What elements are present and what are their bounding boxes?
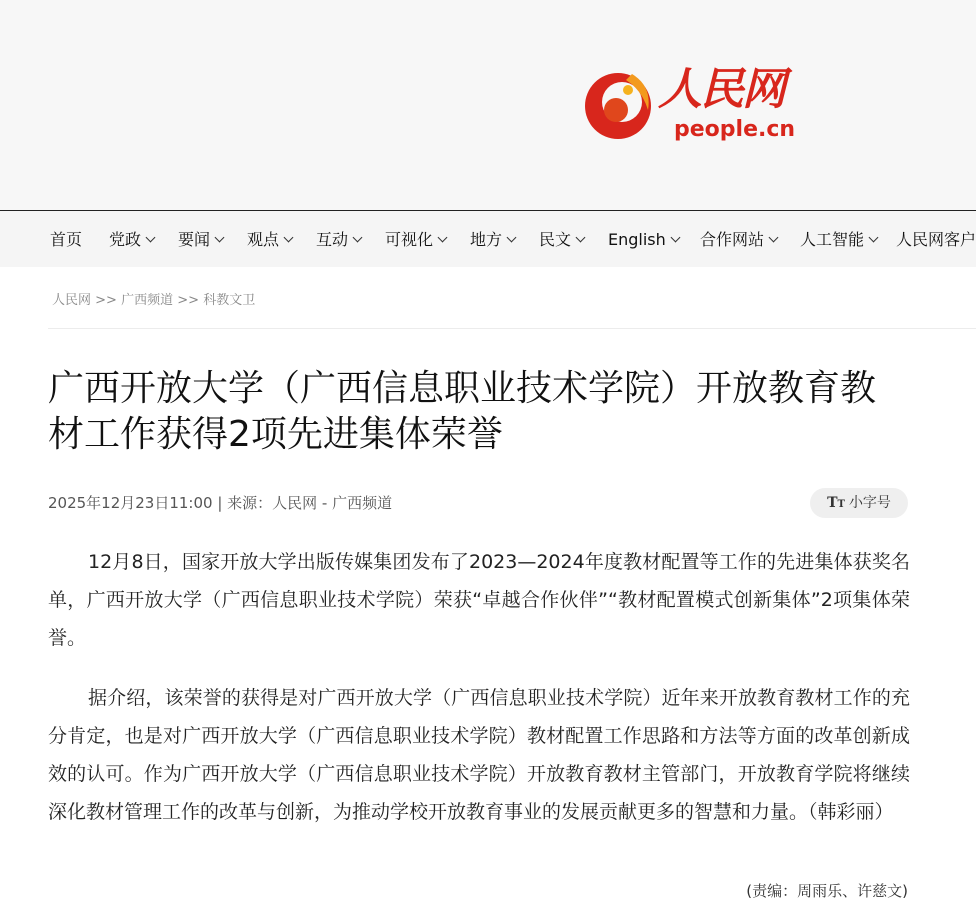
breadcrumb-link-home[interactable]: 人民网 xyxy=(52,293,92,308)
logo-swirl-icon xyxy=(582,66,658,146)
nav-item-visual[interactable] xyxy=(385,211,446,267)
nav-item-label: 人工智能 xyxy=(800,230,865,249)
nav-item-label: 合作网站 xyxy=(700,230,765,249)
nav-item-interaction[interactable] xyxy=(316,211,361,267)
chevron-down-icon xyxy=(146,233,156,243)
site-logo[interactable] xyxy=(582,62,802,146)
nav-item-label: 观点 xyxy=(247,230,280,249)
article-title: 广西开放大学（广西信息职业技术学院）开放教育教材工作获得2项先进集体荣誉 xyxy=(48,368,877,455)
nav-item-news[interactable] xyxy=(178,211,223,267)
breadcrumb-link-channel[interactable]: 广西频道 xyxy=(121,293,174,308)
logo-english-text: people.cn xyxy=(674,117,796,142)
chevron-down-icon xyxy=(670,233,680,243)
breadcrumb xyxy=(52,289,255,308)
chevron-down-icon xyxy=(438,233,448,243)
chevron-down-icon xyxy=(215,233,225,243)
nav-item-label: English xyxy=(608,230,666,249)
nav-item-party[interactable] xyxy=(109,211,154,267)
chevron-down-icon xyxy=(769,233,779,243)
breadcrumb-separator: >> xyxy=(177,293,200,308)
font-size-toggle-label: 小字号 xyxy=(848,495,891,511)
nav-item-label: 地方 xyxy=(470,230,503,249)
nav-item-label: 民文 xyxy=(539,230,572,249)
divider xyxy=(48,328,976,329)
chevron-down-icon xyxy=(284,233,294,243)
breadcrumb-separator: >> xyxy=(95,293,117,308)
chevron-down-icon xyxy=(869,233,879,243)
nav-item-local[interactable] xyxy=(470,211,515,267)
article-meta: 2025年12月23日11:00 | 来源：人民网 - 广西频道 xyxy=(48,494,393,512)
nav-item-english[interactable] xyxy=(608,211,679,267)
font-size-toggle-button[interactable] xyxy=(810,488,908,518)
chevron-down-icon xyxy=(353,233,363,243)
logo-chinese-text: 人民网 xyxy=(658,64,784,115)
main-nav xyxy=(0,210,976,267)
nav-item-opinion[interactable] xyxy=(247,211,292,267)
article-paragraph: 12月8日，国家开放大学出版传媒集团发布了2023—2024年度教材配置等工作的先进集体获奖名单，广西开放大学（广西信息职业技术学院）荣获“卓越合作伙伴”“教材配置模式创新集体”2项集体荣誉。 xyxy=(48,551,910,649)
article-paragraph: 据介绍，该荣誉的获得是对广西开放大学（广西信息职业技术学院）近年来开放教育教材工作的充分肯定，也是对广西开放大学（广西信息职业技术学院）教材配置工作思路和方法等方面的改革创新成效的认可。作为广西开放大学（广西信息职业技术学院）开放教育教材主管部门，开放教育学院将继续深化教材管理工作的改革与创新，为推动学校开放教育事业的发展贡献更多的智慧和力量。（韩彩丽） xyxy=(48,687,910,823)
nav-item-ai[interactable] xyxy=(800,211,877,267)
site-header xyxy=(0,0,976,210)
nav-item-label: 首页 xyxy=(50,230,83,249)
breadcrumb-link-section[interactable]: 科教文卫 xyxy=(203,293,256,308)
font-size-icon: TT xyxy=(827,495,845,511)
nav-item-label: 可视化 xyxy=(385,230,434,249)
chevron-down-icon xyxy=(576,233,586,243)
nav-item-label: 互动 xyxy=(316,230,349,249)
nav-item-label: 人民网客户 xyxy=(896,230,976,249)
chevron-down-icon xyxy=(507,233,517,243)
nav-item-home[interactable] xyxy=(50,211,82,267)
nav-item-ethnic[interactable] xyxy=(539,211,584,267)
nav-item-label: 党政 xyxy=(109,230,142,249)
nav-item-partners[interactable] xyxy=(700,211,777,267)
nav-item-app[interactable] xyxy=(896,211,976,267)
nav-item-label: 要闻 xyxy=(178,230,211,249)
article-editor: (责编：周雨乐、许慈文) xyxy=(746,882,908,900)
